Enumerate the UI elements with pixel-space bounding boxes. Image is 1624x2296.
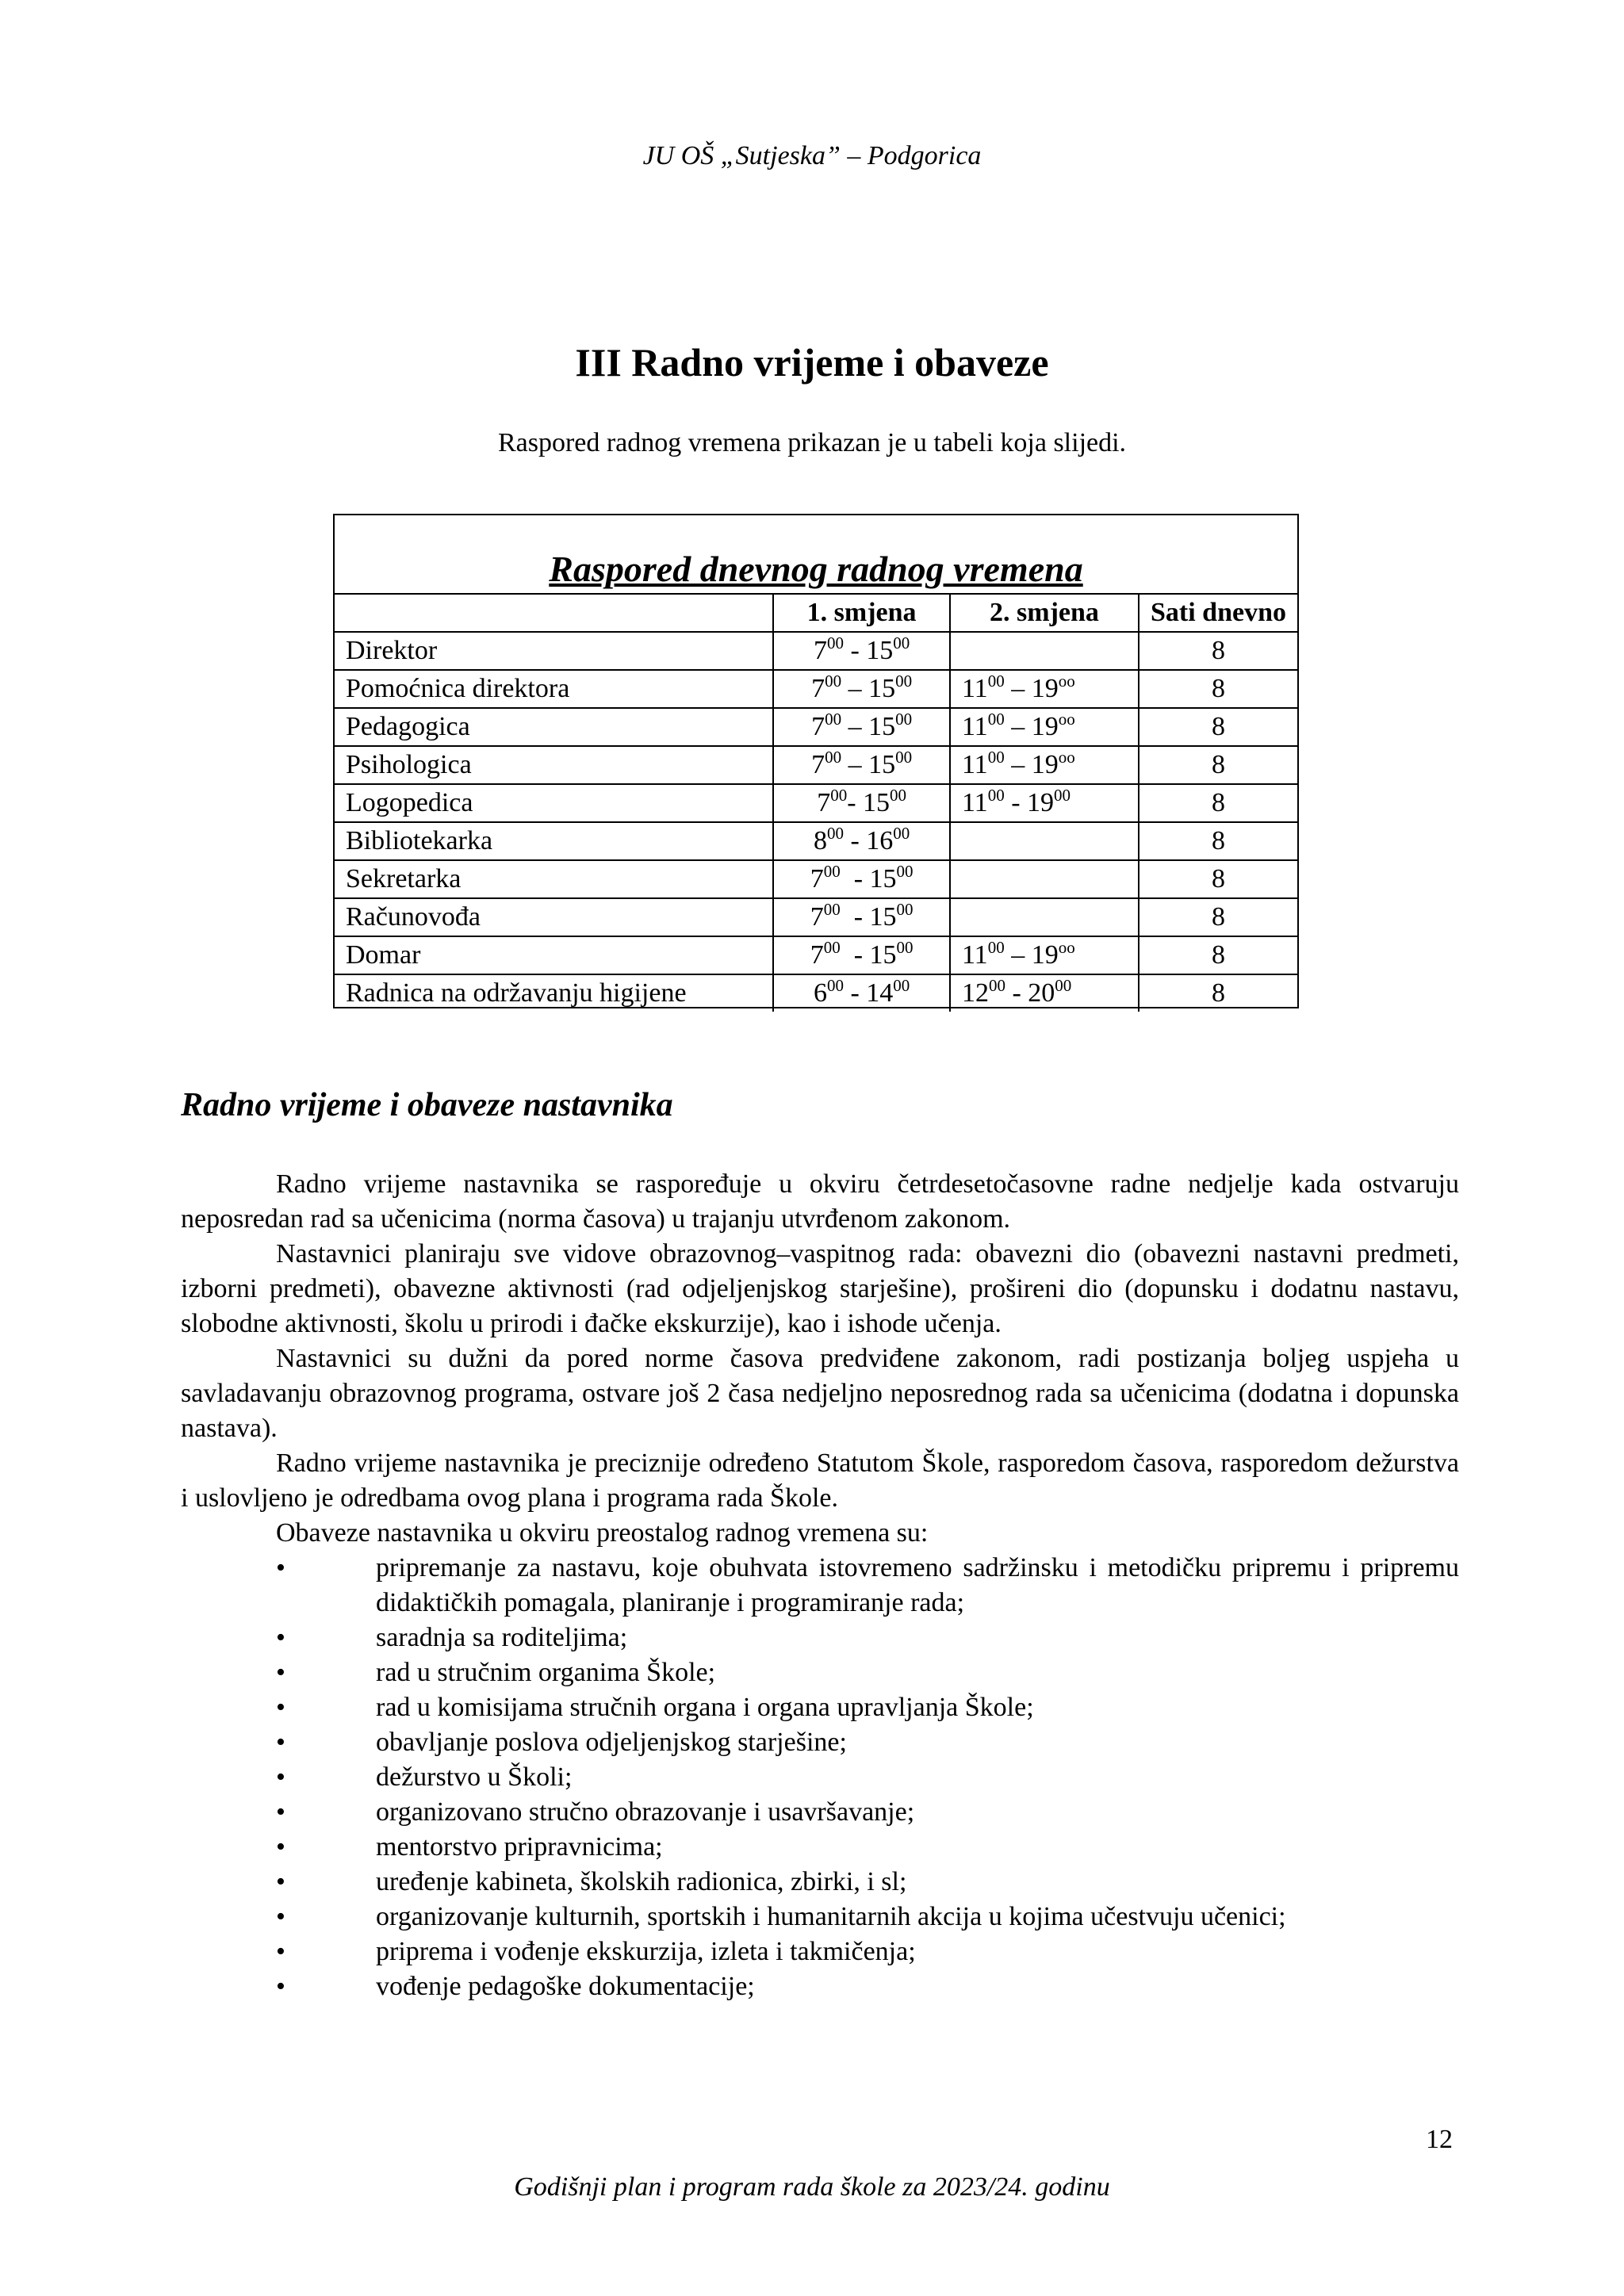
table-row	[335, 974, 1297, 1012]
list-item-text: vođenje pedagoške dokumentacije;	[376, 1972, 755, 2001]
paragraph: Nastavnici su dužni da pored norme časova predviđene zakonom, radi postizanja boljeg uspjeha u savladavanju obrazovnog programa, ostvare još 2 časa nedjeljno neposrednog rada sa učenicima (dodatna i dopunska nastava).	[181, 1344, 1459, 1443]
intro-text: Raspored radnog vremena prikazan je u tabeli koja slijedi.	[497, 428, 1127, 457]
role-cell: Direktor	[335, 632, 773, 670]
table-row	[335, 632, 1297, 670]
section-title: III Radno vrijeme i obaveze	[575, 340, 1049, 385]
shift1-cell: $6^{00} - 14^{00}$	[773, 974, 950, 1012]
schedule-table	[333, 514, 1299, 1008]
hours-cell: 8	[1139, 974, 1297, 1012]
table-row	[335, 936, 1297, 974]
obligations-list	[181, 1551, 1459, 2004]
bullet-icon: •	[276, 1553, 285, 1582]
bullet-icon: •	[276, 1937, 285, 1966]
table-row	[335, 670, 1297, 708]
list-item-text: rad u komisijama stručnih organa i organa upravljanja Škole;	[376, 1693, 1034, 1722]
shift1-cell: $7^{00} - 15^{00}$	[773, 936, 950, 974]
list-item	[181, 1830, 1459, 1865]
shift2-cell: $11^{00} - 19^{oo}$	[950, 746, 1139, 784]
shift1-cell: $7^{00} - 15^{00}$	[773, 670, 950, 708]
schedule-grid	[335, 593, 1297, 1012]
bullet-icon: •	[276, 1867, 285, 1896]
hours-cell: 8	[1139, 860, 1297, 898]
table-row	[335, 860, 1297, 898]
list-item-text: saradnja sa roditeljima;	[376, 1623, 628, 1652]
bullet-icon: •	[276, 1728, 285, 1757]
list-item-text: rad u stručnim organima Škole;	[376, 1658, 716, 1687]
hours-cell: 8	[1139, 708, 1297, 746]
shift2-cell: $11^{00} - 19^{00}$	[950, 784, 1139, 822]
shift2-cell	[950, 860, 1139, 898]
list-item-text: dežurstvo u Školi;	[376, 1762, 573, 1792]
shift2-cell	[950, 898, 1139, 936]
paragraph: Obaveze nastavnika u okviru preostalog radnog vremena su:	[276, 1518, 929, 1548]
table-row	[335, 708, 1297, 746]
hours-cell: 8	[1139, 936, 1297, 974]
list-item-text: uređenje kabineta, školskih radionica, zbirki, i sl;	[376, 1867, 907, 1896]
bullet-icon: •	[276, 1832, 285, 1862]
bullet-icon: •	[276, 1797, 285, 1827]
list-item	[181, 1934, 1459, 1969]
list-item	[181, 1795, 1459, 1830]
paragraph: Radno vrijeme nastavnika se raspoređuje u okviru četrdesetočasovne radne nedjelje kada ostvaruju neposredan rad sa učenicima (norma časova) u trajanju utvrđenom zakonom.	[181, 1169, 1459, 1234]
shift1-cell: $7^{00} - 15^{00}$	[773, 746, 950, 784]
bullet-icon: •	[276, 1658, 285, 1687]
bullet-icon: •	[276, 1693, 285, 1722]
list-item	[181, 1690, 1459, 1725]
hours-cell: 8	[1139, 746, 1297, 784]
shift1-cell: $8^{00} - 16^{00}$	[773, 822, 950, 860]
list-item	[181, 1551, 1459, 1621]
list-item	[181, 1760, 1459, 1795]
paragraph: Radno vrijeme nastavnika je preciznije određeno Statutom Škole, rasporedom časova, rasporedom dežurstva i uslovljeno je odredbama ovog plana i programa rada Škole.	[181, 1448, 1459, 1513]
role-cell: Bibliotekarka	[335, 822, 773, 860]
shift1-cell: $7^{00}-$ $15^{00}$	[773, 784, 950, 822]
bullet-icon: •	[276, 1623, 285, 1652]
shift2-cell: $11^{00} - 19^{oo}$	[950, 670, 1139, 708]
role-cell: Radnica na održavanju higijene	[335, 974, 773, 1012]
table-row	[335, 746, 1297, 784]
shift1-cell: $7^{00} - 15^{00}$	[773, 708, 950, 746]
list-item-text: pripremanje za nastavu, koje obuhvata istovremeno sadržinsku i metodičku pripremu i pripremu didaktičkih pomagala, planiranje i programiranje rada;	[376, 1553, 1459, 1617]
table-row	[335, 784, 1297, 822]
table-header-cell: Sati dnevno	[1139, 594, 1297, 632]
role-cell: Pedagogica	[335, 708, 773, 746]
table-header-cell: 1. smjena	[773, 594, 950, 632]
list-item	[181, 1655, 1459, 1690]
shift1-cell: $7^{00} - 15^{00}$	[773, 860, 950, 898]
role-cell: Psihologica	[335, 746, 773, 784]
table-header-cell: 2. smjena	[950, 594, 1139, 632]
role-cell: Domar	[335, 936, 773, 974]
hours-cell: 8	[1139, 632, 1297, 670]
hours-cell: 8	[1139, 822, 1297, 860]
paragraphs	[181, 1167, 1459, 1551]
page-footer: Godišnji plan i program rada škole za 2023/24. godinu	[514, 2172, 1110, 2202]
subsection-title: Radno vrijeme i obaveze nastavnika	[181, 1087, 673, 1123]
list-item-text: mentorstvo pripravnicima;	[376, 1832, 663, 1862]
list-item	[181, 1969, 1459, 2004]
role-cell: Pomoćnica direktora	[335, 670, 773, 708]
shift2-cell: $11^{00} - 19^{oo}$	[950, 708, 1139, 746]
table-header-cell	[335, 594, 773, 632]
list-item	[181, 1865, 1459, 1900]
bullet-icon: •	[276, 1972, 285, 2001]
shift2-cell: $11^{00} - 19^{oo}$	[950, 936, 1139, 974]
table-row	[335, 898, 1297, 936]
hours-cell: 8	[1139, 670, 1297, 708]
table-caption-text: Raspored dnevnog radnog vremena	[549, 549, 1083, 589]
bullet-icon: •	[276, 1762, 285, 1792]
paragraph: Nastavnici planiraju sve vidove obrazovnog–vaspitnog rada: obavezni dio (obavezni nastavni predmeti, izborni predmeti), obavezne aktivnosti (rad odjeljenjskog starješine), prošireni dio (dopunsku i dodatnu nastavu, slobodne aktivnosti, školu u prirodi i đačke ekskurzije), kao i ishode učenja.	[181, 1239, 1459, 1338]
list-item	[181, 1725, 1459, 1760]
page-number: 12	[1426, 2125, 1453, 2154]
list-item-text: obavljanje poslova odjeljenjskog starješine;	[376, 1728, 847, 1757]
shift2-cell	[950, 822, 1139, 860]
list-item	[181, 1621, 1459, 1655]
page-header: JU OŠ „Sutjeska” – Podgorica	[642, 141, 982, 170]
list-item-text: organizovano stručno obrazovanje i usavršavanje;	[376, 1797, 915, 1827]
shift2-cell	[950, 632, 1139, 670]
table-row	[335, 822, 1297, 860]
role-cell: Računovođa	[335, 898, 773, 936]
role-cell: Sekretarka	[335, 860, 773, 898]
shift2-cell: $12^{00} - 20^{00}$	[950, 974, 1139, 1012]
list-item-text: priprema i vođenje ekskurzija, izleta i takmičenja;	[376, 1937, 916, 1966]
table-header-row	[335, 594, 1297, 632]
hours-cell: 8	[1139, 898, 1297, 936]
table-caption	[335, 515, 1297, 593]
shift1-cell: $7^{00} - 15^{00}$	[773, 898, 950, 936]
list-item	[181, 1900, 1459, 1934]
bullet-icon: •	[276, 1902, 285, 1931]
role-cell: Logopedica	[335, 784, 773, 822]
list-item-text: organizovanje kulturnih, sportskih i humanitarnih akcija u kojima učestvuju učenici;	[376, 1902, 1286, 1931]
body-text	[181, 1167, 1459, 2004]
hours-cell: 8	[1139, 784, 1297, 822]
shift1-cell: $7^{00} - 15^{00}$	[773, 632, 950, 670]
